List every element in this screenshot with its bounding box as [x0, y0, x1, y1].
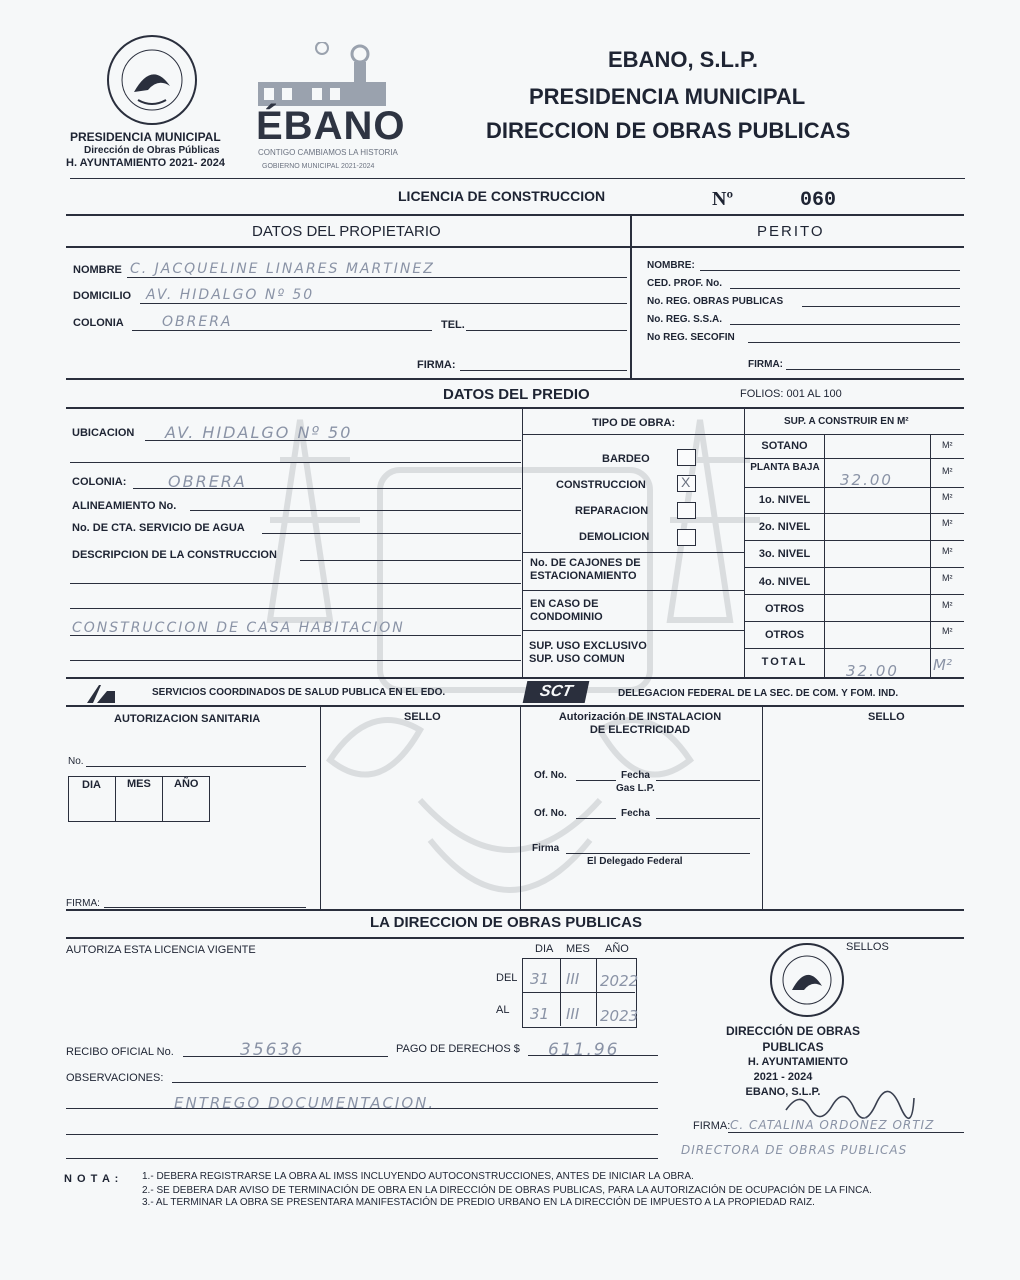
- ebano-gobierno: GOBIERNO MUNICIPAL 2021-2024: [262, 163, 375, 170]
- sup-row-5-label: 4o. NIVEL: [758, 576, 811, 588]
- direccion-heading: LA DIRECCION DE OBRAS PUBLICAS: [370, 914, 642, 931]
- sup-row-6-unit: M²: [942, 600, 953, 610]
- uso-exclusivo-label: SUP. USO EXCLUSIVO: [529, 640, 647, 652]
- license-number-label: Nº: [712, 188, 734, 210]
- sup-total-value: 32.00: [846, 662, 899, 680]
- predio-ubicacion-value: AV. HIDALGO Nº 50: [165, 423, 353, 442]
- perito-ced: CED. PROF. No.: [647, 278, 723, 289]
- tipo-demolicion-label: DEMOLICION: [579, 531, 650, 543]
- autorizacion-sanitaria: AUTORIZACION SANITARIA: [114, 713, 261, 725]
- vigencia-dia: DIA: [535, 943, 554, 955]
- stamp-line-4: 2021 - 2024: [753, 1071, 813, 1083]
- del-dia: 31: [530, 970, 550, 988]
- handwritten-signature: [780, 1086, 920, 1122]
- delegacion-sello: SELLO: [868, 711, 905, 723]
- nota-item-3: 3.- AL TERMINAR LA OBRA SE PRESENTARA MANIFESTACIÓN DE PREDIO URBANO EN LA DIRECCIÓN DE IMPUESTO A LA PROPIEDAD RAIZ.: [142, 1197, 815, 1208]
- al-anio: 2023: [600, 1007, 639, 1025]
- tipo-bardeo-checkbox[interactable]: [677, 449, 696, 466]
- predio-alineamiento: ALINEAMIENTO No.: [72, 500, 177, 512]
- sup-row-0-label: SOTANO: [761, 440, 808, 452]
- owner-nombre-value: C. JACQUELINE LINARES MARTINEZ: [130, 261, 435, 277]
- ebano-logo-word: ÉBANO: [256, 104, 406, 148]
- sup-row-6-label: OTROS: [764, 603, 805, 615]
- pago-value: 611.96: [548, 1040, 620, 1060]
- tipo-obra-heading: TIPO DE OBRA:: [592, 417, 676, 429]
- condominio-label-2: CONDOMINIO: [530, 611, 603, 623]
- uso-comun-label: SUP. USO COMUN: [529, 653, 625, 665]
- tipo-construccion-label: CONSTRUCCION: [556, 479, 646, 491]
- ssa-logo-icon: [85, 683, 117, 705]
- predio-descripcion-value: CONSTRUCCION DE CASA HABITACION: [72, 620, 405, 636]
- salud-firma: FIRMA:: [66, 898, 100, 909]
- tipo-reparacion-checkbox[interactable]: [677, 502, 696, 519]
- left-header-1: PRESIDENCIA MUNICIPAL: [70, 130, 221, 144]
- owner-domicilio-value: AV. HIDALGO Nº 50: [146, 287, 315, 303]
- owner-domicilio-label: DOMICILIO: [73, 290, 132, 302]
- header-presidencia: PRESIDENCIA MUNICIPAL: [529, 84, 806, 109]
- al-dia: 31: [530, 1005, 550, 1023]
- owner-colonia-label: COLONIA: [73, 317, 124, 329]
- ebano-logo-building-icon: [254, 42, 394, 110]
- stamp-line-5: EBANO, S.L.P.: [745, 1086, 821, 1098]
- autorizacion-electricidad-2: DE ELECTRICIDAD: [589, 724, 691, 736]
- fecha-1: Fecha: [621, 770, 650, 781]
- director-firma-label: FIRMA:: [693, 1120, 731, 1132]
- stamp-line-1: DIRECCIÓN DE OBRAS: [725, 1024, 860, 1038]
- sup-row-0-unit: M²: [942, 440, 953, 450]
- owner-heading: DATOS DEL PROPIETARIO: [252, 223, 441, 240]
- sup-row-2-unit: M²: [942, 492, 953, 502]
- recibo-label: RECIBO OFICIAL No.: [66, 1046, 174, 1058]
- nota-label: N O T A :: [64, 1173, 120, 1185]
- construccion-check-mark: X: [681, 474, 691, 490]
- vigencia-del: DEL: [496, 972, 518, 984]
- ebano-tagline: CONTIGO CAMBIAMOS LA HISTORIA: [258, 148, 398, 157]
- sup-row-4-unit: M²: [942, 546, 953, 556]
- official-stamp-seal-icon: [762, 940, 852, 1020]
- autoriza-licencia: AUTORIZA ESTA LICENCIA VIGENTE: [66, 944, 256, 956]
- vigencia-mes: MES: [566, 943, 590, 955]
- delegacion-title: DELEGACION FEDERAL DE LA SEC. DE COM. Y FOM. IND.: [618, 688, 899, 699]
- owner-nombre-label: NOMBRE: [73, 264, 122, 276]
- vigencia-al: AL: [496, 1004, 510, 1016]
- delegacion-firma: Firma: [532, 843, 560, 854]
- sup-row-3-unit: M²: [942, 518, 953, 528]
- tipo-demolicion-checkbox[interactable]: [677, 529, 696, 546]
- recibo-value: 35636: [240, 1040, 305, 1060]
- salud-title: SERVICIOS COORDINADOS DE SALUD PUBLICA EN EL EDO.: [152, 687, 446, 698]
- left-header-2: Dirección de Obras Públicas: [84, 145, 220, 156]
- perito-firma: FIRMA:: [748, 359, 783, 370]
- predio-descripcion: DESCRIPCION DE LA CONSTRUCCION: [72, 549, 277, 561]
- perito-reg-obras: No. REG. OBRAS PUBLICAS: [647, 296, 784, 307]
- pago-label: PAGO DE DERECHOS $: [396, 1043, 520, 1055]
- superficie-heading: SUP. A CONSTRUIR EN M²: [784, 416, 909, 427]
- salud-anio: AÑO: [174, 778, 199, 790]
- sup-row-3-label: 2o. NIVEL: [758, 521, 811, 533]
- vigencia-anio: AÑO: [605, 943, 629, 955]
- autorizacion-electricidad-1: Autorización DE INSTALACION: [558, 711, 722, 723]
- sct-logo: SCT: [523, 681, 590, 703]
- predio-colonia-label: COLONIA:: [72, 476, 127, 488]
- tipo-construccion-checkbox[interactable]: [677, 475, 696, 492]
- perito-nombre: NOMBRE:: [647, 260, 695, 271]
- perito-reg-secofin: No REG. SECOFIN: [647, 332, 735, 343]
- perito-reg-ssa: No. REG. S.S.A.: [647, 314, 723, 325]
- director-title: DIRECTORA DE OBRAS PUBLICAS: [681, 1143, 908, 1157]
- salud-dia: DIA: [82, 779, 101, 791]
- nota-item-2: 2.- SE DEBERA DAR AVISO DE TERMINACIÓN DE OBRA EN LA DIRECCIÓN DE OBRAS PUBLICAS, PARA LA AUTORIZACIÓN DE OCUPACIÓN DE LA FINCA.: [142, 1185, 872, 1196]
- predio-cta-agua: No. DE CTA. SERVICIO DE AGUA: [72, 522, 245, 534]
- sellos-label: SELLOS: [846, 941, 889, 953]
- sup-total-unit: M²: [933, 656, 952, 674]
- perito-heading: PERITO: [757, 223, 825, 240]
- owner-colonia-value: OBRERA: [162, 314, 233, 330]
- salud-no: No.: [68, 756, 84, 767]
- director-name: C. CATALINA ORDOÑEZ ORTIZ: [730, 1118, 935, 1132]
- predio-heading: DATOS DEL PREDIO: [443, 386, 590, 403]
- del-mes: III: [566, 970, 580, 988]
- condominio-label-1: EN CASO DE: [530, 598, 599, 610]
- fecha-2: Fecha: [621, 808, 650, 819]
- del-anio: 2022: [600, 972, 639, 990]
- header-city: EBANO, S.L.P.: [608, 47, 758, 72]
- al-mes: III: [566, 1005, 580, 1023]
- sup-row-7-label: OTROS: [764, 629, 805, 641]
- gas-lp: Gas L.P.: [616, 783, 655, 794]
- salud-mes: MES: [127, 778, 151, 790]
- owner-firma-label: FIRMA:: [417, 359, 456, 371]
- of-no-1: Of. No.: [534, 770, 567, 781]
- predio-folios: FOLIOS: 001 AL 100: [740, 388, 842, 400]
- cajones-label-2: ESTACIONAMIENTO: [530, 570, 637, 582]
- sup-row-1-label: PLANTA BAJA: [750, 462, 820, 473]
- salud-sello: SELLO: [404, 711, 441, 723]
- header-direccion: DIRECCION DE OBRAS PUBLICAS: [486, 118, 851, 143]
- sup-row-1-unit: M²: [942, 466, 953, 476]
- sup-total-label: TOTAL: [761, 656, 808, 668]
- sup-row-4-label: 3o. NIVEL: [758, 548, 811, 560]
- predio-colonia-value: OBRERA: [168, 472, 247, 491]
- sup-row-2-label: 1o. NIVEL: [758, 494, 811, 506]
- license-number: 060: [800, 189, 837, 212]
- stamp-line-2: PUBLICAS: [762, 1040, 824, 1054]
- observaciones-label: OBSERVACIONES:: [66, 1072, 164, 1084]
- nota-item-1: 1.- DEBERA REGISTRARSE LA OBRA AL IMSS INCLUYENDO AUTOCONSTRUCCIONES, ANTES DE INICIAR LA OBRA.: [142, 1171, 694, 1182]
- tipo-reparacion-label: REPARACION: [575, 505, 649, 517]
- cajones-label-1: No. DE CAJONES DE: [530, 557, 641, 569]
- predio-ubicacion-label: UBICACION: [72, 427, 135, 439]
- sup-row-5-unit: M²: [942, 573, 953, 583]
- mexico-seal-icon: [98, 30, 206, 130]
- sup-row-1-value: 32.00: [840, 471, 893, 489]
- observaciones-value: ENTREGO DOCUMENTACION.: [174, 1094, 436, 1112]
- left-header-3: H. AYUNTAMIENTO 2021- 2024: [66, 157, 225, 169]
- of-no-2: Of. No.: [534, 808, 567, 819]
- owner-tel-label: TEL.: [441, 319, 465, 331]
- license-title: LICENCIA DE CONSTRUCCION: [398, 188, 606, 204]
- sup-row-7-unit: M²: [942, 626, 953, 636]
- stamp-line-3: H. AYUNTAMIENTO: [747, 1056, 849, 1068]
- tipo-bardeo-label: BARDEO: [602, 453, 650, 465]
- delegado-federal: El Delegado Federal: [587, 856, 683, 867]
